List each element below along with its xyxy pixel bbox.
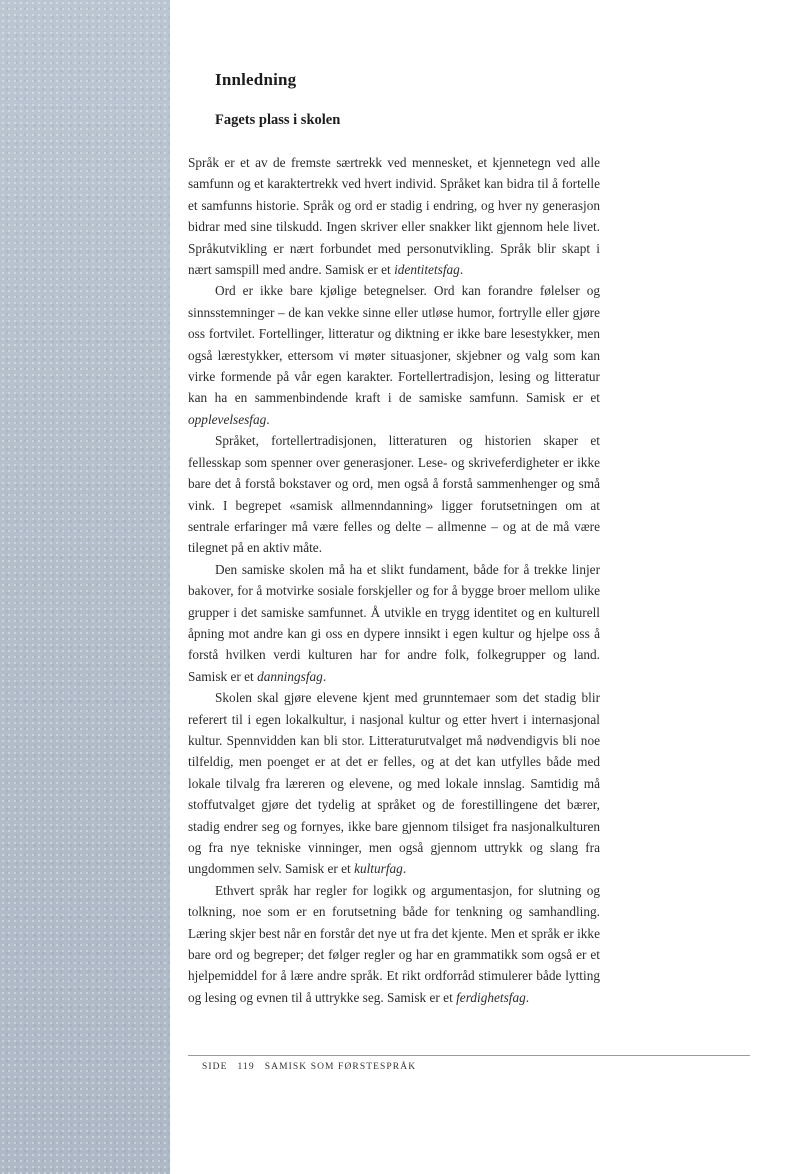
- page-footer: [202, 1062, 426, 1072]
- paragraph-5: [188, 687, 600, 880]
- paragraph-text: Den samiske skolen må ha et slikt fundament, både for å trekke linjer bakover, for å motvirke sosiale forskjeller og for å bygge broer mellom ulike grupper i det samiske samfunnet. Å utvikle en trygg identitet og en kulturell åpning mot andre kan gi oss en dypere innsikt i egen kultur og hjelpe oss å forstå hvilken verdi kulturen har for andre folk, folkegrupper og land. Samisk er et: [188, 561, 600, 684]
- paragraph-italic-term: ferdighetsfag: [456, 989, 526, 1005]
- chapter-heading: Innledning: [215, 70, 297, 89]
- paragraph-italic-term: opplevelsesfag: [188, 411, 267, 427]
- paragraph-end: .: [525, 989, 530, 1005]
- paragraph-text: Skolen skal gjøre elevene kjent med grunntemaer som det stadig blir referert til i egen lokalkultur, i nasjonal kultur og etter hvert i internasjonal kultur. Spennvidden kan bli stor. Litteraturutvalget må nødvendigvis bli noe tilfeldig, men poenget er at det er felles, og at det kan utfylles både med lokale tilvalg fra læreren og elevene, og med lokale innslag. Samtidig må stoffutvalget gjøre det tydelig at språket og de forestillingene det bærer, stadig endrer seg og fornyes, ikke bare gjennom tilsiget fra nasjonalkulturen og fra nye tekniske vinninger, men også gjennom uttrykk og slang fra ungdommen selv. Samisk er et: [188, 690, 600, 877]
- decorative-sidebar: [0, 0, 170, 1174]
- paragraph-6: [188, 880, 600, 1008]
- paragraph-italic-term: identitetsfag: [394, 262, 460, 278]
- paragraph-text: Ord er ikke bare kjølige betegnelser. Ord kan forandre følelser og sinnsstemninger – de kan vekke sinne eller utløse humor, fortrylle eller gjøre oss fortvilet. Fortellinger, litteratur og diktning er ikke bare lesestykker, men også lærestykker, ettersom vi møter situasjoner, skjebner og valg som kan virke formende på vår egen karakter. Fortellertradisjon, lesing og litteratur kan ha en sammenbindende kraft i de samiske samfunn. Samisk er et: [188, 283, 600, 406]
- body-text: [188, 152, 600, 1008]
- paragraph-text: Språk er et av de fremste særtrekk ved mennesket, et kjennetegn ved alle samfunn og et karaktertrekk ved hvert individ. Språket kan bidra til å fortelle et samfunns historie. Språk og ord er stadig i endring, og hver ny generasjon bidrar med sine tilskudd. Ingen skriver eller snakker likt gjennom hele livet. Språkutvikling er nært forbundet med personutvikling. Språk blir skapt i nært samspill med andre. Samisk er et: [188, 155, 600, 278]
- paragraph-end: .: [459, 262, 464, 278]
- footer-side-label: SIDE: [202, 1062, 228, 1072]
- section-heading: Fagets plass i skolen: [215, 112, 341, 128]
- paragraph-1: [188, 152, 600, 280]
- paragraph-end: .: [322, 668, 327, 684]
- paragraph-4: [188, 559, 600, 687]
- paragraph-3: [188, 430, 600, 558]
- paragraph-end: .: [402, 861, 407, 877]
- paragraph-text: Språket, fortellertradisjonen, litteraturen og historien skaper et fellesskap som spenner over generasjoner. Lese- og skriveferdigheter er ikke bare det å forstå bokstaver og ord, men også å forstå sammenhenger og små vink. I begrepet «samisk allmenndanning» ligger forutsetningen om at sentrale erfaringer må være felles og delte – allmenne – og at de må være tilegnet på en aktiv måte.: [188, 433, 600, 556]
- paragraph-italic-term: kulturfag: [354, 861, 403, 877]
- footer-page-number: 119: [237, 1062, 255, 1072]
- paragraph-end: .: [266, 411, 270, 427]
- paragraph-text: Ethvert språk har regler for logikk og argumentasjon, for slutning og tolkning, noe som er en forutsetning både for tenkning og samhandling. Læring skjer best når en forstår det nye ut fra det kjente. Men et språk er ikke bare ord og begreper; det følger regler og har en grammatikk som også er et hjelpemiddel for å lære andre språk. Et rikt ordforråd stimulerer både lytting og lesing og evnen til å uttrykke seg. Samisk er et: [188, 882, 600, 1005]
- paragraph-2: [188, 280, 600, 430]
- footer-divider: [188, 1055, 750, 1056]
- paragraph-italic-term: danningsfag: [257, 668, 323, 684]
- footer-book-title: SAMISK SOM FØRSTESPRÅK: [264, 1062, 417, 1072]
